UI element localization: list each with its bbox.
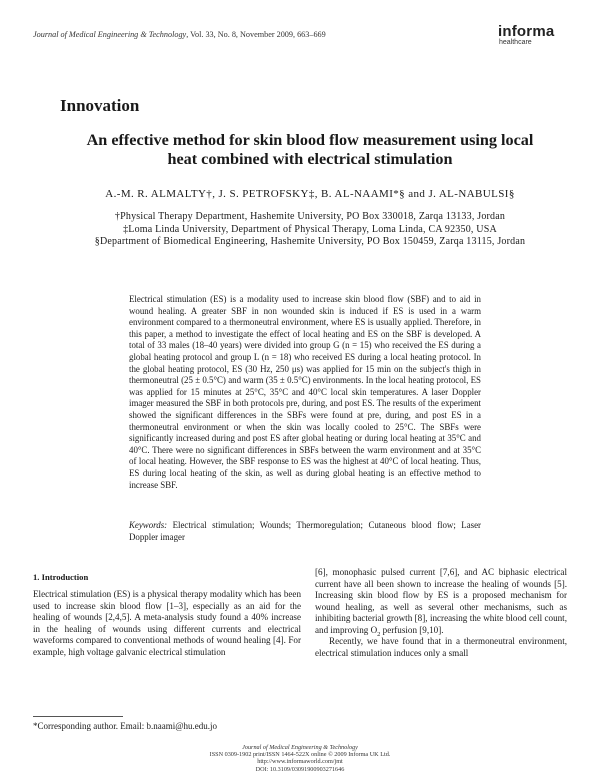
affiliation: †Physical Therapy Department, Hashemite University, PO Box 330018, Zarqa 13133, Jordan	[114, 211, 506, 222]
publisher-logo	[498, 24, 554, 47]
page-footer	[150, 744, 450, 773]
section-label: Innovation	[60, 96, 140, 115]
footer-url: http://www.informaworld.com/jmt	[257, 758, 343, 766]
logo-sub: healthcare	[499, 39, 532, 46]
keywords-label: Keywords:	[129, 520, 168, 530]
author-list: A.-M. R. ALMALTY†, J. S. PETROFSKY‡, B. AL-NAAMI*§ and J. AL-NABULSI§	[105, 188, 515, 200]
body-column-left: Electrical stimulation (ES) is a physical therapy modality which has been used to increase skin blood flow [1–3], especially as an aid for the healing of wounds [2,4,5]. A meta-analysis study found a 40% increase in the healing of wounds using different currents and electrical waveforms compared to conventional methods of wound healing [4]. For example, high voltage galvanic electrical stimulation	[33, 589, 301, 657]
affiliations	[30, 211, 590, 249]
subscript: 2	[377, 630, 381, 638]
footnote-rule	[33, 716, 123, 717]
article-title	[30, 131, 590, 169]
footer-doi: DOI: 10.3109/03091900903271646	[255, 765, 345, 773]
keywords	[129, 520, 481, 543]
paragraph-text: [6], monophasic pulsed current [7,6], and AC biphasic electrical current have all been shown to increase the healing of wounds [5]. Increasing skin blood flow by ES is a proposed mechanism for wound healing, as well as several other mechanisms, such as inhibiting bacterial growth [8], increasing the white blood cell count, and improving O	[315, 567, 567, 635]
section-heading: 1. Introduction	[33, 572, 89, 582]
title-line-2: heat combined with electrical stimulation	[167, 150, 453, 168]
title-line-1: An effective method for skin blood flow measurement using local	[86, 131, 534, 149]
paragraph	[315, 567, 567, 638]
issue-info: , Vol. 33, No. 8, November 2009, 663–669	[186, 30, 326, 39]
footer-journal: Journal of Medical Engineering & Technology	[242, 744, 358, 751]
body-column-right	[315, 567, 567, 659]
paragraph-text: perfusion [9,10].	[380, 624, 444, 635]
logo-brand: informa	[498, 23, 555, 40]
affiliation: ‡Loma Linda University, Department of Physical Therapy, Loma Linda, CA 92350, USA	[123, 223, 497, 235]
journal-name: Journal of Medical Engineering & Technology	[33, 30, 187, 39]
footer-issn: ISSN 0309-1902 print/ISSN 1464-522X online © 2009 Informa UK Ltd.	[209, 751, 391, 759]
affiliation: §Department of Biomedical Engineering, Hashemite University, PO Box 150459, Zarqa 13115, Jordan	[94, 236, 526, 247]
running-head	[33, 30, 326, 39]
footnote: *Corresponding author. Email: b.naami@hu.edu.jo	[33, 721, 218, 731]
keywords-list: Electrical stimulation; Wounds; Thermoregulation; Cutaneous blood flow; Laser Doppler imager	[129, 520, 481, 542]
paragraph: Recently, we have found that in a thermoneutral environment, electrical stimulation induces only a small	[315, 636, 567, 658]
abstract: Electrical stimulation (ES) is a modality used to increase skin blood flow (SBF) and to aid in wound healing. A greater SBF in non wounded skin is induced if ES is used in a warm environment compared to a thermoneutral environment, where ES is usually applied. Therefore, in this paper, a method to investigate the effect of local heating and ES on the SBF is developed. A total of 33 males (18–40 years) were divided into group G (n = 15) who received the ES during a global heating protocol and group L (n = 18) who received ES during a local heating protocol. In the global heating protocol, ES (30 Hz, 250 μs) was applied for 15 min on the subject's thigh in thermoneutral (25 ± 0.5°C) and warm (35 ± 0.5°C) environments. In the local heating protocol, ES was applied for 15 minutes at 25°C, 35°C and 40°C local skin temperatures. A laser Doppler imager measured the SBF in both protocols pre, during, and post ES. The results of the experiment showed the significant differences in the SBFs were found at pre, during, and post ES in a thermoneutral environment or when the skin was locally cooled to 25°C. The SBFs were significantly increased during and post ES after global heating or during local heating at 35°C and 40°C. There were no significant differences in SBFs between the warm environment and at 35°C of local heating. However, the SBF response to ES was the highest at 40°C of local heating. Thus, ES during local heating of the skin, as well as during global heating is an effective method to increase SBF.	[129, 294, 481, 490]
